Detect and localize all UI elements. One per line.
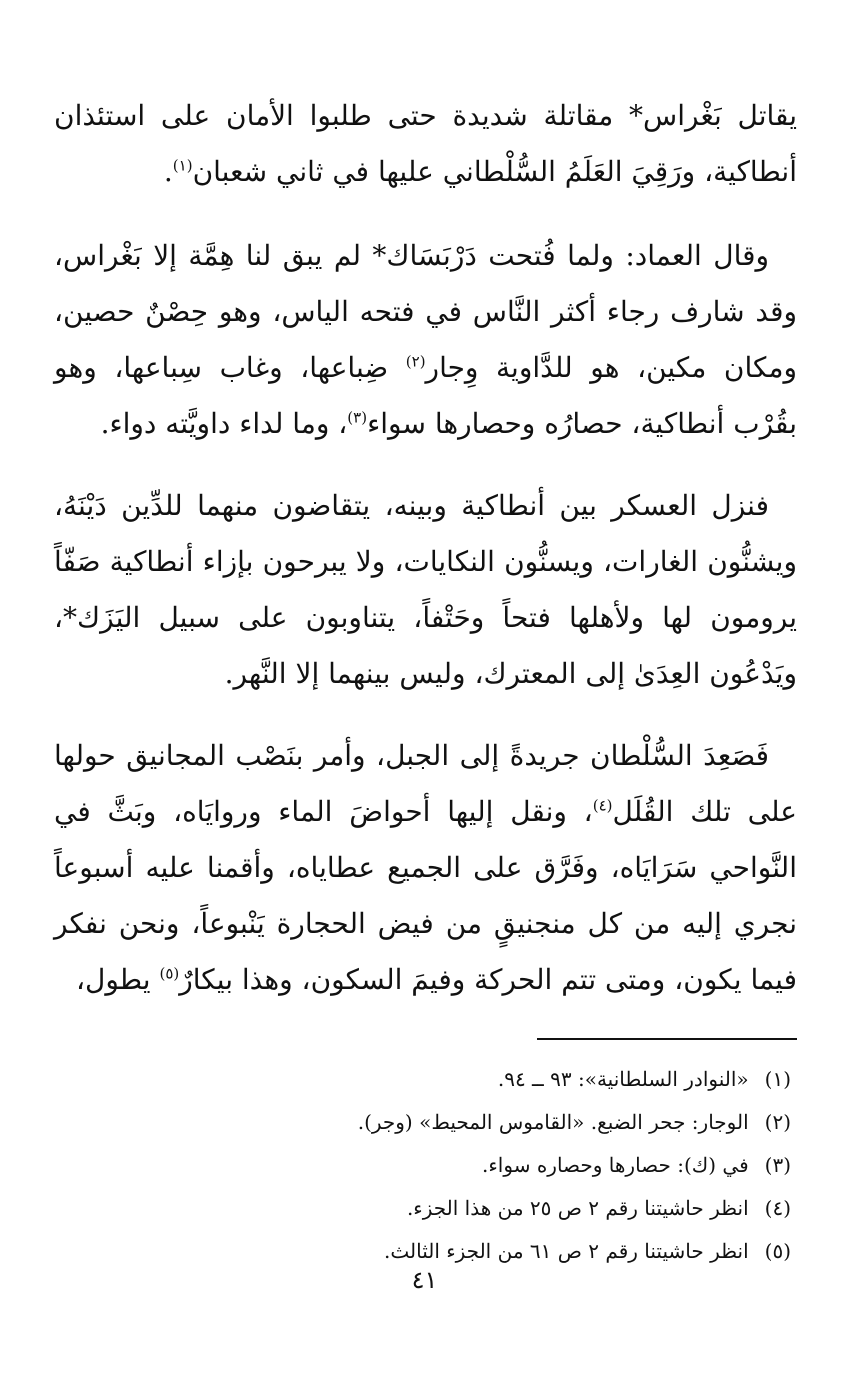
text-run: وقال العماد: ولما فُتحت دَرْبَسَاك* لم يبق لنا هِمَّة إلا بَغْراس، وقد شارف رجاء أكثر النَّاس في فتحه الياس، وهو حِصْنٌ حصين، ومكان مكين، هو للدَّاوية وِجار	[54, 239, 797, 384]
paragraph-3	[54, 478, 797, 702]
footnote-number: (٢)	[764, 1110, 791, 1134]
footnote-1	[54, 1058, 791, 1101]
text-run: ، ونقل إليها أحواضَ الماء وروايَاه، وبَثَّ في النَّواحي سَرَايَاه، وفَرَّق على الجميع عطاياه، وأقمنا عليه أسبوعاً نجري إليه من كل منجنيقٍ من فيض الحجارة يَنْبوعاً، ونحن نفكر فيما يكون، ومتى تتم الحركة وفيمَ السكون، وهذا بيكارٌ	[54, 795, 797, 996]
footnote-number: (٤)	[764, 1196, 791, 1220]
footnote-ref: (٥)	[159, 964, 180, 983]
footnote-ref: (٢)	[405, 352, 426, 371]
text-run: يطول،	[75, 963, 160, 996]
footnote-text: انظر حاشيتنا رقم ٢ ص ٦١ من الجزء الثالث.	[384, 1239, 749, 1263]
text-run: .	[163, 155, 173, 188]
text-run: ، وما لداء داويَّته دواء.	[100, 407, 348, 440]
text-run: ضِباعها، وغاب سِباعها، وهو بقُرْب أنطاكية، حصارُه وحصارها سواء	[54, 351, 797, 440]
footnote-2	[54, 1101, 791, 1144]
footnote-number: (٣)	[764, 1153, 791, 1177]
footnote-ref: (٤)	[592, 796, 613, 815]
page-number: ٤١	[411, 1266, 438, 1294]
footnote-4	[54, 1187, 791, 1230]
text-run: فَصَعِدَ السُّلْطان جريدةً إلى الجبل، وأمر بنَصْب المجانيق حولها على تلك القُلَل	[54, 739, 797, 828]
footnote-number: (٥)	[764, 1239, 791, 1263]
footnote-divider	[537, 1038, 797, 1040]
main-text	[54, 88, 797, 1008]
footnote-3	[54, 1144, 791, 1187]
footnote-text: «النوادر السلطانية»: ٩٣ ــ ٩٤.	[497, 1067, 749, 1091]
footnotes-list	[54, 1058, 797, 1273]
text-run: فنزل العسكر بين أنطاكية وبينه، يتقاضون منهما للدِّين دَيْنَهُ، ويشنُّون الغارات، ويسنُّون النكايات، ولا يبرحون بإزاء أنطاكية صَفّاً يرومون لها ولأهلها فتحاً وحَتْفاً، يتناوبون على سبيل اليَزَك*، ويَدْعُون العِدَىٰ إلى المعترك، وليس بينهما إلا النَّهر.	[54, 489, 797, 690]
footnote-text: انظر حاشيتنا رقم ٢ ص ٢٥ من هذا الجزء.	[406, 1196, 749, 1220]
footnote-number: (١)	[764, 1067, 791, 1091]
footnote-text: الوجار: جحر الضبع. «القاموس المحيط» (وجر).	[357, 1110, 749, 1134]
text-run: يقاتل بَغْراس* مقاتلة شديدة حتى طلبوا الأمان على استئذان أنطاكية، ورَقِيَ العَلَمُ السُّلْطاني عليها في ثاني شعبان	[54, 99, 797, 188]
footnote-ref: (٣)	[347, 408, 368, 427]
paragraph-1	[54, 88, 797, 200]
footnote-ref: (١)	[172, 156, 193, 175]
footnote-text: في (ك): حصارها وحصاره سواء.	[482, 1153, 749, 1177]
paragraph-4	[54, 728, 797, 1008]
paragraph-2	[54, 228, 797, 452]
